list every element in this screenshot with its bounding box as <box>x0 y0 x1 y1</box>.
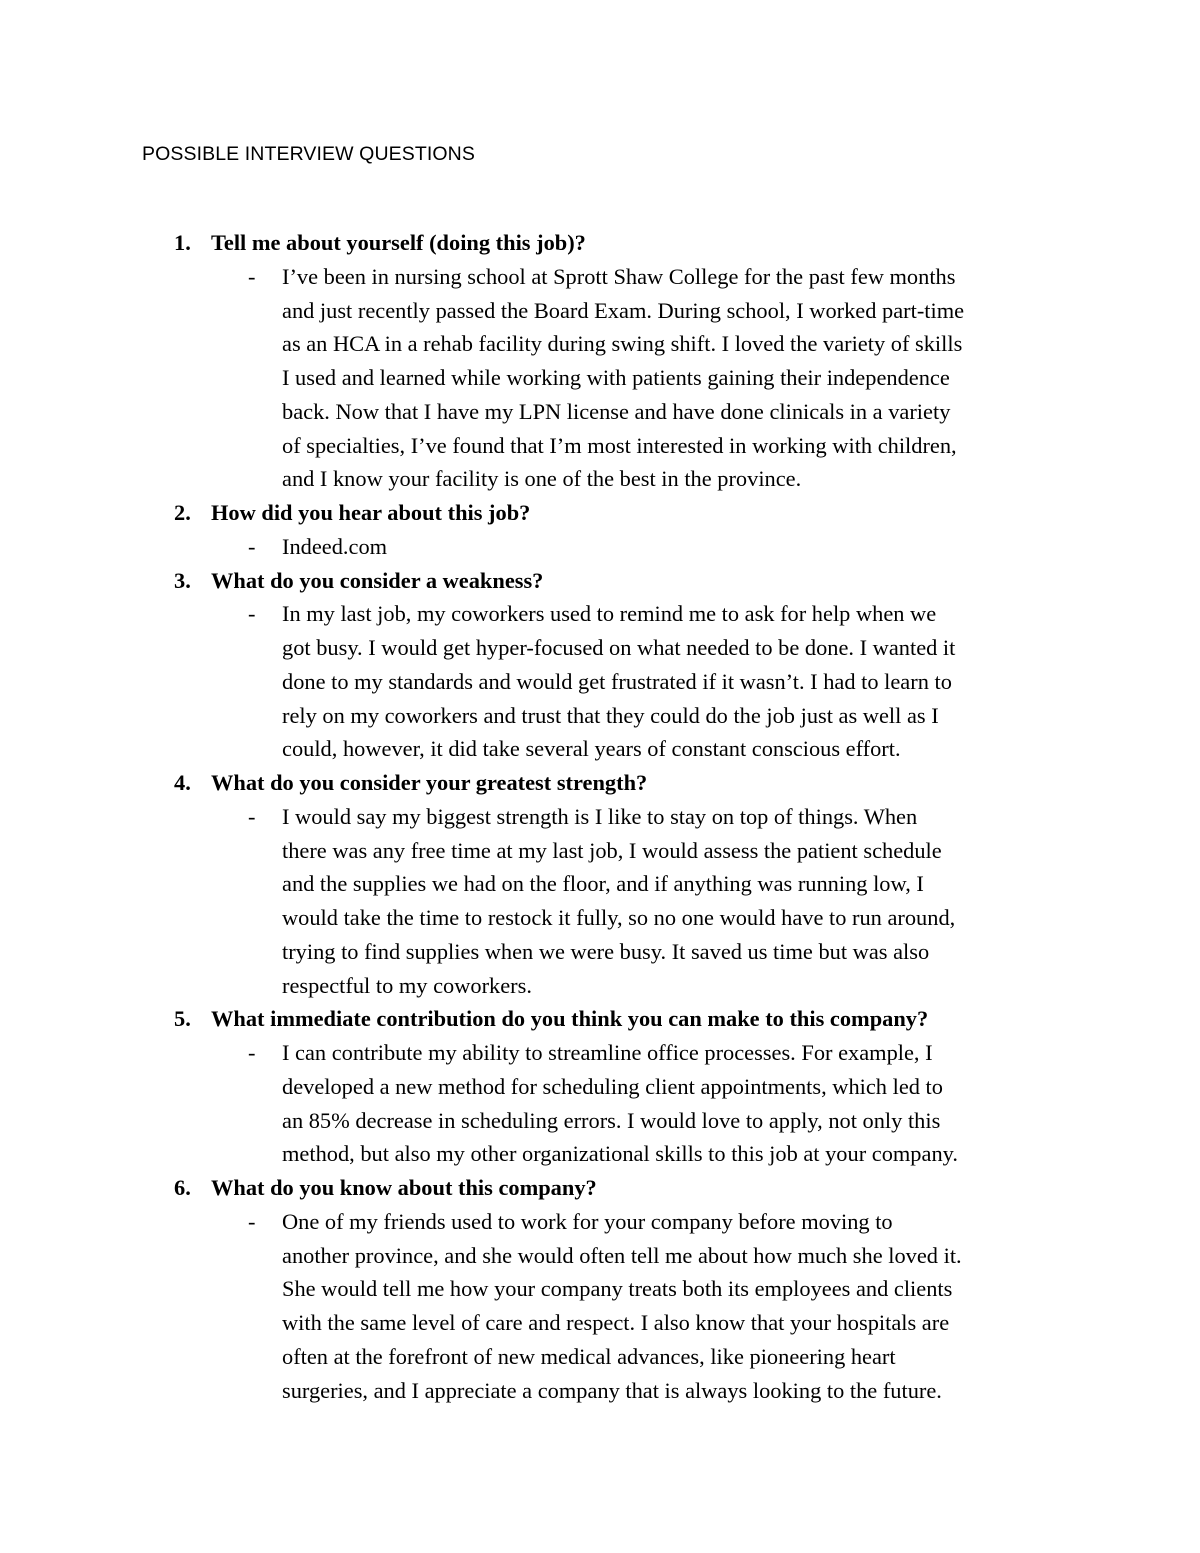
question-number: 6. <box>174 1175 191 1200</box>
question-text: What do you consider a weakness? <box>211 567 544 593</box>
answer-line: as an HCA in a rehab facility during swing shift. I loved the variety of skills <box>282 331 963 357</box>
answer-line: often at the forefront of new medical advances, like pioneering heart <box>282 1343 896 1369</box>
question-item-1 <box>0 226 1200 496</box>
bullet-dash: - <box>248 601 256 627</box>
question-text: What do you know about this company? <box>211 1175 597 1200</box>
question-5 <box>0 1002 1200 1036</box>
question-number: 1. <box>174 230 191 255</box>
question-item-2 <box>0 496 1200 564</box>
answer-line: I can contribute my ability to streamline office processes. For example, I <box>282 1040 933 1065</box>
question-item-6 <box>0 1171 1200 1407</box>
answer-line: could, however, it did take several years of constant conscious effort. <box>282 736 901 762</box>
answer-line: surgeries, and I appreciate a company that is always looking to the future. <box>282 1377 942 1403</box>
answer-line: got busy. I would get hyper-focused on what needed to be done. I wanted it <box>282 635 956 660</box>
answer-line: back. Now that I have my LPN license and have done clinicals in a variety <box>282 398 951 424</box>
answer-line: trying to find supplies when we were busy. It saved us time but was also <box>282 938 930 964</box>
answer-line: of specialties, I’ve found that I’m most interested in working with children, <box>282 432 957 458</box>
question-number: 2. <box>174 500 191 525</box>
question-text: Tell me about yourself (doing this job)? <box>211 230 586 255</box>
answer-line: done to my standards and would get frustrated if it wasn’t. I had to learn to <box>282 668 952 694</box>
answer-line: In my last job, my coworkers used to remind me to ask for help when we <box>282 601 937 627</box>
answer-line: respectful to my coworkers. <box>282 972 532 998</box>
question-text: What do you consider your greatest strength? <box>211 770 648 795</box>
bullet-dash: - <box>248 1208 256 1234</box>
answer-line: there was any free time at my last job, I would assess the patient schedule <box>282 837 942 863</box>
answer-line: One of my friends used to work for your company before moving to <box>282 1208 893 1234</box>
bullet-dash: - <box>248 1040 256 1065</box>
answer-5 <box>0 1036 1072 1171</box>
question-item-5 <box>0 1002 1200 1171</box>
question-number: 3. <box>174 567 191 593</box>
page-title: POSSIBLE INTERVIEW QUESTIONS <box>142 143 475 165</box>
question-3 <box>0 564 1200 598</box>
answer-3 <box>0 597 1072 766</box>
question-number: 5. <box>174 1006 191 1032</box>
answer-line: Indeed.com <box>282 533 388 559</box>
answer-line: and I know your facility is one of the best in the province. <box>282 466 802 492</box>
question-number: 4. <box>174 770 191 795</box>
answer-line: I used and learned while working with patients gaining their independence <box>282 365 950 390</box>
question-item-3 <box>0 564 1200 767</box>
answer-line: She would tell me how your company treats both its employees and clients <box>282 1276 953 1302</box>
question-6 <box>0 1171 1200 1205</box>
answer-6 <box>0 1205 1072 1408</box>
question-2 <box>0 496 1200 530</box>
question-item-4 <box>0 766 1200 1002</box>
answer-line: method, but also my other organizational skills to this job at your company. <box>282 1141 958 1167</box>
answer-4 <box>0 800 1072 1003</box>
answer-line: and just recently passed the Board Exam. During school, I worked part-time <box>282 297 965 323</box>
bullet-dash: - <box>248 803 256 829</box>
answer-line: with the same level of care and respect. I also know that your hospitals are <box>282 1310 950 1335</box>
question-4 <box>0 766 1200 800</box>
answer-line: developed a new method for scheduling client appointments, which led to <box>282 1073 943 1099</box>
answer-2 <box>0 530 1072 564</box>
answer-line: would take the time to restock it fully, so no one would have to run around, <box>282 905 956 930</box>
bullet-dash: - <box>248 263 256 289</box>
question-text: What immediate contribution do you think you can make to this company? <box>211 1006 929 1032</box>
answer-line: I’ve been in nursing school at Sprott Shaw College for the past few months <box>282 263 956 289</box>
question-list <box>0 226 1200 1407</box>
bullet-dash: - <box>248 533 256 559</box>
answer-line: and the supplies we had on the floor, and if anything was running low, I <box>282 871 924 897</box>
question-text: How did you hear about this job? <box>211 500 531 525</box>
answer-line: I would say my biggest strength is I like to stay on top of things. When <box>282 803 918 829</box>
question-1 <box>0 226 1200 260</box>
answer-line: an 85% decrease in scheduling errors. I would love to apply, not only this <box>282 1107 941 1133</box>
answer-line: rely on my coworkers and trust that they could do the job just as well as I <box>282 702 939 728</box>
answer-1 <box>0 260 1072 496</box>
answer-line: another province, and she would often tell me about how much she loved it. <box>282 1242 962 1268</box>
